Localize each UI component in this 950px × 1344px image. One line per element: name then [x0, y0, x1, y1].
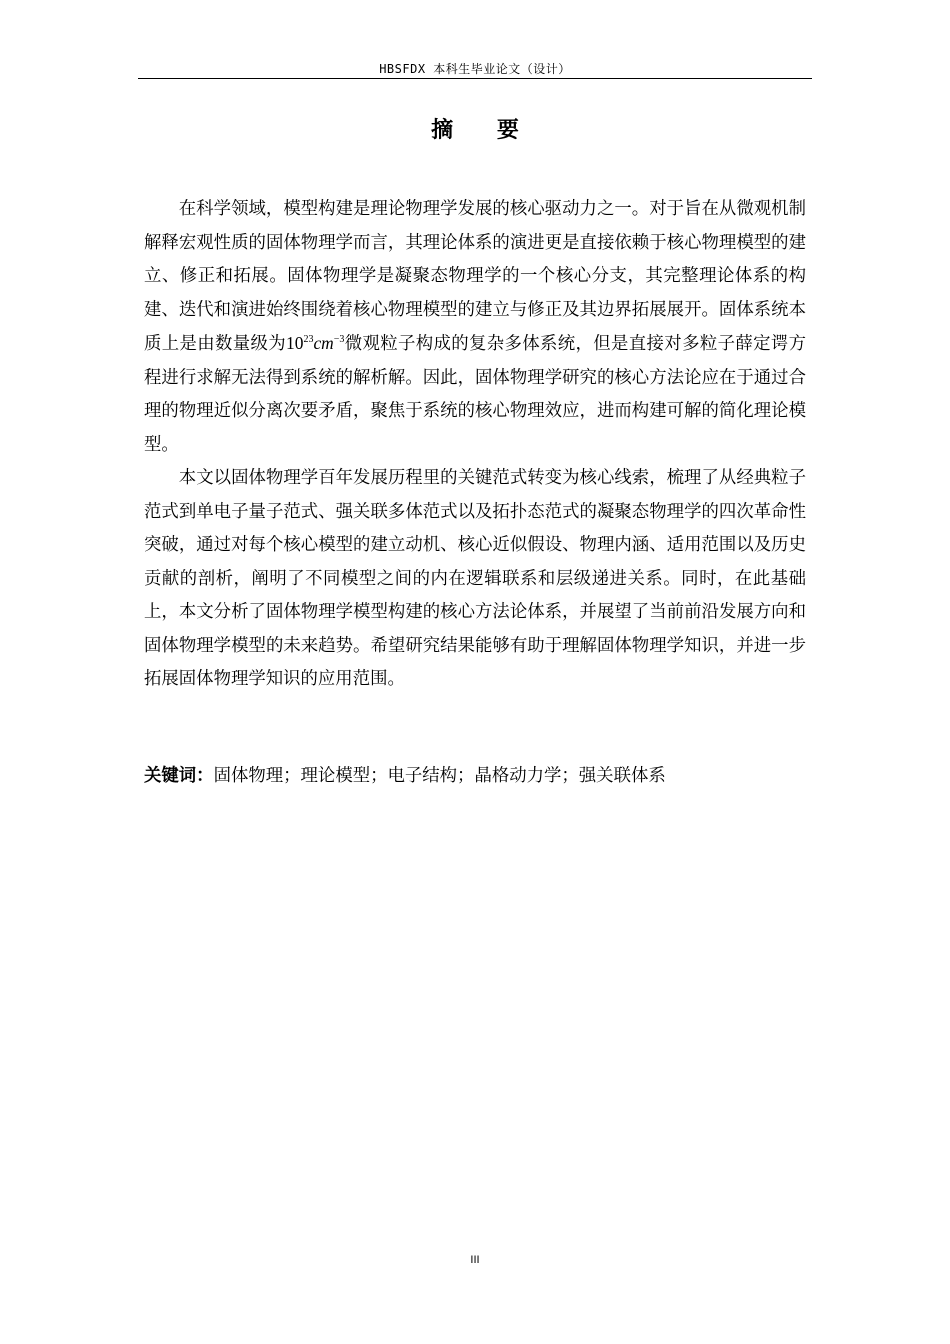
header-rule: [138, 78, 812, 79]
formula-exponent: 23: [303, 334, 314, 345]
running-header: HBSFDX 本科生毕业论文（设计）: [379, 62, 571, 76]
keywords-label: 关键词：: [144, 766, 214, 786]
formula-unit-exponent: −3: [333, 334, 345, 345]
abstract-body: [144, 193, 806, 697]
paragraph-1-text-end: 微观粒子构成的复杂多体系统，但是直接对多粒子薛定谔方程进行求解无法得到系统的解析解。因此，固体物理学研究的核心方法论应在于通过合理的物理近似分离次要矛盾，聚焦于系统的核心物理效应，进而构建可解的简化理论模型。: [144, 334, 806, 455]
paragraph-1-text-start: 在科学领域，模型构建是理论物理学发展的核心驱动力之一。对于旨在从微观机制解释宏观性质的固体物理学而言，其理论体系的演进更是直接依赖于核心物理模型的建立、修正和拓展。固体物理学是凝聚态物理学的一个核心分支，其完整理论体系的构建、迭代和演进始终围绕着核心物理模型的建立与修正及其边界拓展展开。固体系统本质上是由数量级为: [144, 199, 806, 354]
abstract-title: 摘 要: [431, 118, 537, 143]
keywords-line: [144, 762, 806, 790]
density-formula: [286, 333, 344, 353]
keywords-text: 固体物理；理论模型；电子结构；晶格动力学；强关联体系: [213, 766, 666, 786]
formula-unit: cm: [313, 333, 334, 353]
formula-base: 10: [286, 333, 304, 353]
page-number: III: [470, 1254, 480, 1266]
abstract-paragraph-2: 本文以固体物理学百年发展历程里的关键范式转变为核心线索，梳理了从经典粒子范式到单电子量子范式、强关联多体范式以及拓扑态范式的凝聚态物理学的四次革命性突破，通过对每个核心模型的建立动机、核心近似假设、物理内涵、适用范围以及历史贡献的剖析，阐明了不同模型之间的内在逻辑联系和层级递进关系。同时，在此基础上，本文分析了固体物理学模型构建的核心方法论体系，并展望了当前前沿发展方向和固体物理学模型的未来趋势。希望研究结果能够有助于理解固体物理学知识，并进一步拓展固体物理学知识的应用范围。: [144, 468, 806, 689]
abstract-paragraph-1: [144, 193, 806, 462]
